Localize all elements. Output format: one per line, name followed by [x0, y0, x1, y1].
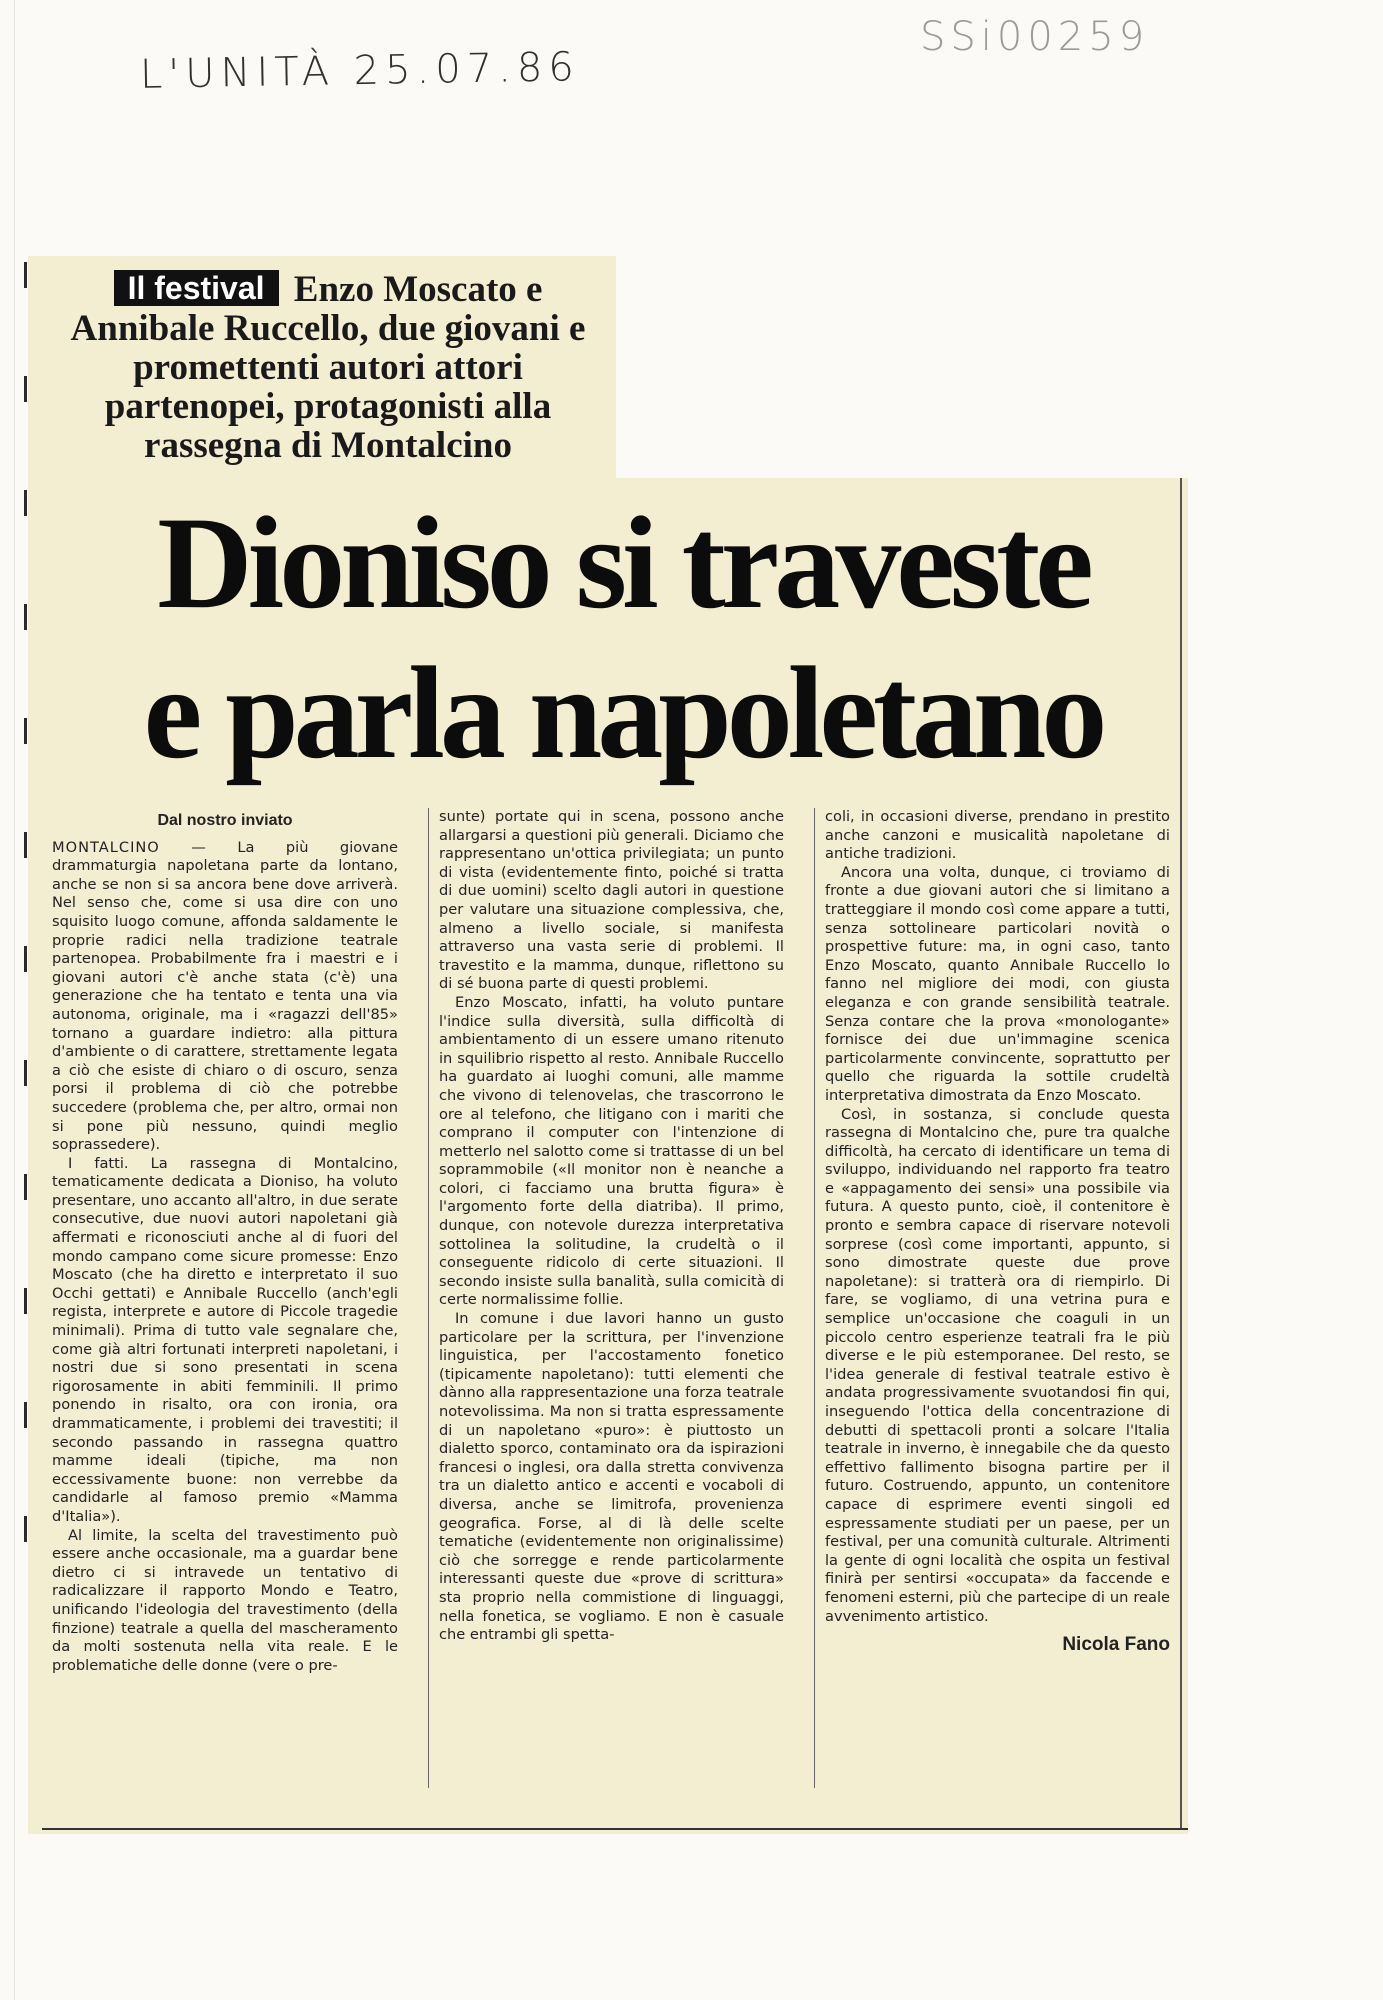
- paragraph: MONTALCINO — La più giovane drammaturgia napoletana parte da lontano, anche se non si sa ancora bene dove arriverà. Nel senso che, come si usa dire con uno squisito luogo comune, affonda saldamente le proprie radici nella tradizione teatrale partenopea. Probabilmente fra i maestri e i giovani autori c'è anche stata (c'è) una generazione che ha tentato e tenta una via autonoma, originale, ma i «ragazzi dell'85» tornano a guardare indietro: alla pittura d'ambiente o di carattere, strettamente legata a ciò che esiste di chiaro o di oscuro, senza porsi il problema di ciò che potrebbe succedere (problema che, per altro, ormai non si pone più nessuno, quindi meglio soprassedere).: [52, 838, 398, 1154]
- article-headline: [68, 488, 1178, 788]
- article-column-1: [42, 808, 408, 1788]
- article-kicker: [58, 270, 598, 465]
- paragraph: sunte) portate qui in scena, possono anche allargarsi a questioni più generali. Diciamo che rappresentano un'ottica privilegiata; un punto di vista (evidentemente finto, poiché si tratta di due uomini) scelto dagli autori in questione per valutare una situazione complessiva, che, almeno a livello sociale, si manifesta attraverso una vasta serie di problemi. Il travestito e la mamma, dunque, riflettono su di sé buona parte di questi problemi.: [439, 808, 784, 993]
- clipping-bottom-rule: [42, 1828, 1188, 1830]
- section-badge: Il festival: [114, 270, 279, 306]
- kicker-text: Enzo Moscato e Annibale Ruccello, due giovani e promettenti autori attori partenopei, protagonisti alla rassegna di Montalcino: [70, 269, 586, 466]
- dateline-place: MONTALCINO: [52, 838, 160, 856]
- paragraph: Enzo Moscato, infatti, ha voluto puntare l'indice sulla diversità, sulla difficoltà di ambientamento di un essere umano ritenuto in squilibrio rispetto al resto. Annibale Ruccello ha guardato ai luoghi comuni, alle mamme che vivono di telenovelas, che trascorrono le ore al telefono, che litigano con i mariti che comprano il computer con l'intenzione di metterlo nel salotto come si trattasse di un bel soprammobile («Il monitor non è neanche a colori, ci facciamo una brutta figura» è l'argomento forte della diatriba). Il primo, dunque, con notevole durezza interpretativa sottolinea la solitudine, la crudeltà o il conseguente ridicolo di certe situazioni. Il secondo insiste sulla banalità, sulla comicità di certe normalissime follie.: [439, 993, 784, 1309]
- article-column-3: [814, 808, 1180, 1788]
- headline-line-2: e parla napoletano: [143, 639, 1103, 786]
- paragraph: In comune i due lavori hanno un gusto particolare per la scrittura, per l'invenzione linguistica, per l'accostamento fonetico (tipicamente napoletano): tutti elementi che dànno alla rappresentazione una forza teatrale notevolissima. Ma non si tratta espressamente di un napoletano «puro»: è piuttosto un dialetto sporco, contaminato ora da ispirazioni francesi o inglesi, ora dalla stretta convivenza tra un dialetto antico e accenti e vocaboli di diversa, anche se limitrofa, provenienza geografica. Forse, al di là delle scelte tematiche (evidentemente non originalissime) ciò che sorregge e rende particolarmente interessanti queste due «prove di scrittura» sta proprio nella commistione di linguaggi, nella fonetica, se vogliamo. E non è casuale che entrambi gli spetta-: [439, 1310, 784, 1644]
- paragraph: Al limite, la scelta del travestimento può essere anche occasionale, ma a guardar bene dietro ci si intravede un tentativo di radicalizzare il rapporto Mondo e Teatro, unificando l'ideologia del travestimento (della finzione) teatrale a quella del mascheramento da molti sostenuta nella vita reale. E le problematiche delle donne (vere o pre-: [52, 1526, 398, 1674]
- page-edge-rule: [14, 0, 15, 2000]
- article-body: [42, 808, 1182, 1788]
- newspaper-clipping: [28, 256, 1188, 1834]
- paragraph: Così, in sostanza, si conclude questa rassegna di Montalcino che, pure tra qualche difficoltà, ha cercato di identificare un tema di sviluppo, individuando nel rapporto fra teatro e «appagamento dei sensi» una possibile via futura. A questo punto, cioè, il contenitore è pronto e sembra capace di riservare notevoli sorprese (così come importanti, appunto, si sono dimostrate queste due prove napoletane): si tratterà ora di riempirlo. Di fare, se vogliamo, di una vetrina pura e semplice un'occasione che coaguli in un piccolo centro esperienze teatrali fra le più diverse e le più estemporanee. Del resto, se l'idea generale di festival teatrale estivo è andata progressivamente svuotandosi fin qui, inseguendo l'ottica della concentrazione di debutti di spettacoli pronti a solcare l'Italia teatrale in inverno, è innegabile che da questo effettivo fallimento bisogna partire per il futuro. Costruendo, appunto, un contenitore capace di esprimere eventi singoli ed espressamente studiati per un paese, per un festival, per una comunità culturale. Altrimenti la gente di ogni località che ospita un festival finirà per sentirsi «occupata» da faccende e fenomeni esterni, più che partecipe di un reale avvenimento artistico.: [825, 1105, 1170, 1625]
- paragraph: I fatti. La rassegna di Montalcino, tematicamente dedicata a Dioniso, ha voluto presentare, uno accanto all'altro, in due serate consecutive, due nuovi autori napoletani già affermati e riconosciuti anche al di fuori del mondo campano come sicure promesse: Enzo Moscato (che ha diretto e interpretato il suo Occhi gettati) e Annibale Ruccello (anch'egli regista, interprete e autore di Piccole tragedie minimali). Prima di tutto vale segnalare che, come già altri fortunati interpreti napoletani, i nostri due si sono presentati in scena rigorosamente in abiti femminili. Il primo ponendo in risalto, ora con ironia, ora drammaticamente, i problemi dei travestiti; il secondo passando in rassegna quattro mamme ideali (tipiche, ma non eccessivamente buone: non verrebbe da candidarle al famoso premio «Mamma d'Italia»).: [52, 1154, 398, 1525]
- author-signature: Nicola Fano: [1062, 1634, 1170, 1656]
- clipping-cutout: [616, 256, 1188, 478]
- handwritten-source-note: L'UNITÀ 25.07.86: [139, 44, 581, 98]
- dateline-top: Dal nostro inviato: [157, 812, 293, 829]
- paragraph: coli, in occasioni diverse, prendano in prestito anche canzoni e musicalità napoletane di antiche tradizioni.: [825, 808, 1170, 863]
- headline-line-1: Dioniso si traveste: [157, 489, 1089, 636]
- article-column-2: [428, 808, 794, 1788]
- paragraph: Ancora una volta, dunque, ci troviamo di fronte a due giovani autori che si limitano a tratteggiare il mondo così come appare a tutti, senza sottolineare particolari novità o prospettive future: ma, in ogni caso, tanto Enzo Moscato, quanto Annibale Ruccello lo fanno nel migliore dei modi, con giusta eleganza e con grande sensibilità teatrale. Senza contare che la prova «monologante» fornisce dei due un'immagine scenica particolarmente convincente, soprattutto per quello che riguarda la sottile crudeltà interpretativa dimostrata da Enzo Moscato.: [825, 863, 1170, 1104]
- handwritten-catalog-code: SSi00259: [920, 14, 1150, 60]
